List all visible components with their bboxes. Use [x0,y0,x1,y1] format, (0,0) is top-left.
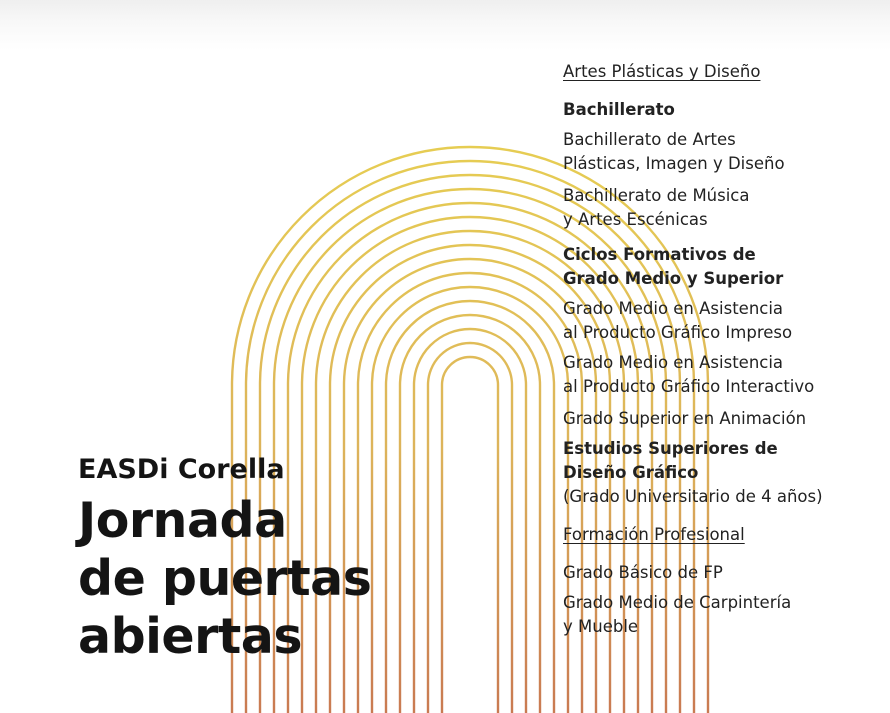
group-title-bachillerato: Bachillerato [563,100,675,119]
group-title-superiores: Estudios Superiores de Diseño Gráfico [563,439,778,482]
section-heading-artes: Artes Plásticas y Diseño [563,62,761,81]
program-list [563,60,883,639]
program-bach-artes: Bachillerato de Artes Plásticas, Imagen y Diseño [563,130,785,173]
section-heading-fp: Formación Profesional [563,525,745,544]
program-superiores-note: (Grado Universitario de 4 años) [563,487,823,506]
event-title: Jornada de puertas abiertas [78,492,372,665]
program-fp-carpinteria: Grado Medio de Carpintería y Mueble [563,593,792,636]
group-title-ciclos: Ciclos Formativos de Grado Medio y Superior [563,245,784,288]
program-gm-impreso: Grado Medio en Asistencia al Producto Gráfico Impreso [563,299,793,342]
title-block [78,452,548,666]
program-gs-animacion: Grado Superior en Animación [563,409,807,428]
program-fp-basico: Grado Básico de FP [563,563,723,582]
program-bach-musica: Bachillerato de Música y Artes Escénicas [563,186,750,229]
school-name: EASDi Corella [78,454,285,485]
program-gm-interactivo: Grado Medio en Asistencia al Producto Gráfico Interactivo [563,353,815,396]
